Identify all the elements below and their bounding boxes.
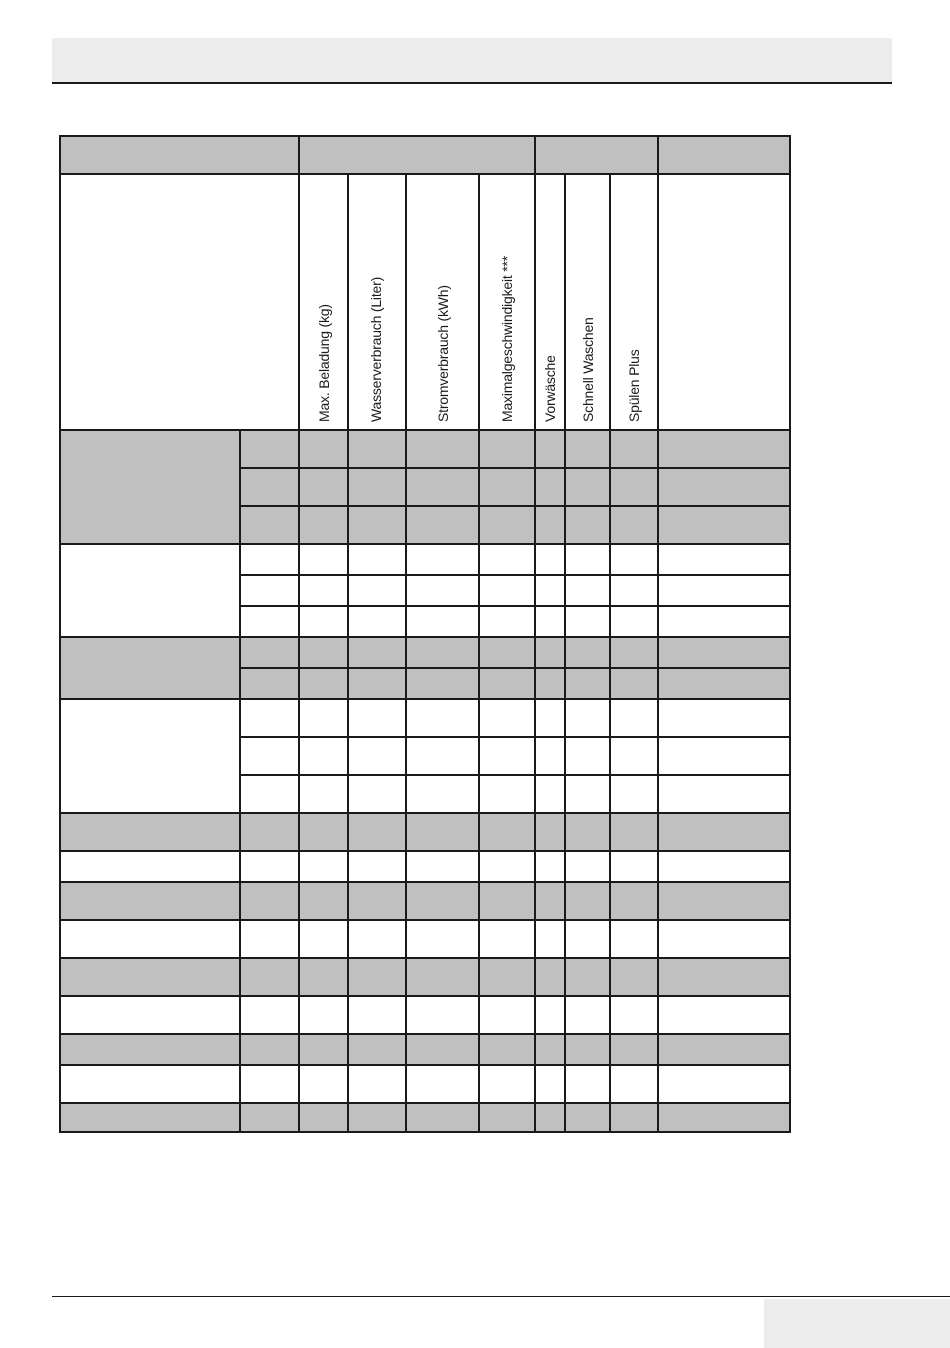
column-header-prewash: Vorwäsche	[542, 355, 558, 422]
column-header-energy-consumption: Stromverbrauch (kWh)	[435, 285, 451, 422]
column-header-max-speed: Maximalgeschwindigkeit ***	[499, 256, 515, 422]
page-number-tab	[764, 1299, 950, 1348]
column-header-quick-wash: Schnell Waschen	[580, 317, 596, 422]
column-header-max-load: Max. Beladung (kg)	[316, 304, 332, 422]
table-frame	[59, 135, 791, 1133]
column-header-water-consumption: Wasserverbrauch (Liter)	[368, 276, 384, 422]
column-header-rinse-plus: Spülen Plus	[626, 349, 642, 422]
footer-rule	[52, 1296, 950, 1297]
page-header-bar	[52, 38, 892, 84]
